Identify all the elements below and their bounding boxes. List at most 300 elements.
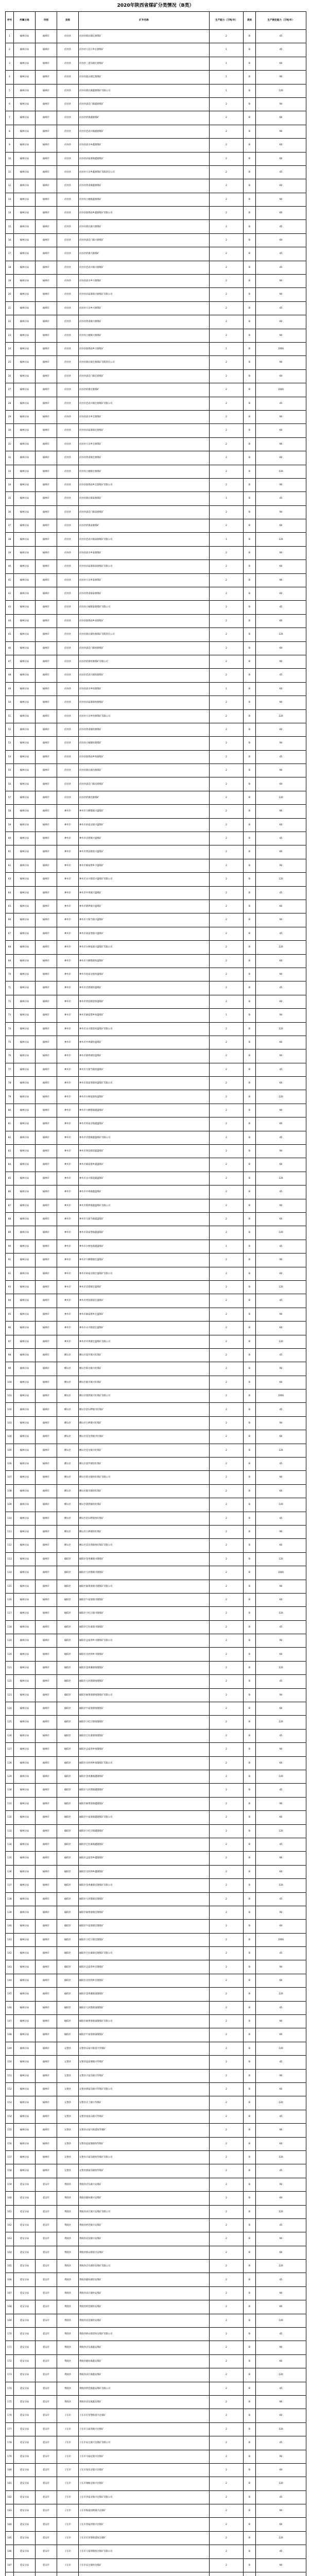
cell-mine-name: 神木市中鸡镇恒盛煤矿 (79, 1036, 210, 1049)
cell-category: B (244, 2178, 256, 2191)
cell-capacity: 2 (210, 655, 244, 668)
cell-approved-capacity: 45 (256, 1512, 306, 1525)
cell-index: 99 (6, 1362, 14, 1376)
cell-mine-name: 榆阳区牛家梁镇兴隆煤矿 (79, 1593, 210, 1606)
cell-capacity: 2 (210, 451, 244, 465)
cell-county: 黄陵县 (57, 2273, 79, 2286)
cell-capacity: 2 (210, 437, 244, 451)
cell-city: 榆林市 (36, 301, 57, 315)
cell-bureau: 榆林分局 (14, 2028, 36, 2042)
cell-category: B (244, 723, 256, 736)
cell-bureau: 延安分局 (14, 2558, 36, 2572)
cell-county: 府谷县 (57, 587, 79, 601)
cell-category: B (244, 2164, 256, 2178)
cell-capacity: 2 (210, 1525, 244, 1538)
cell-index: 100 (6, 1376, 14, 1389)
cell-category: B (244, 275, 256, 288)
cell-approved-capacity: 120 (256, 1022, 306, 1036)
table-row (6, 1280, 306, 1294)
cell-city: 延安市 (36, 2490, 57, 2504)
cell-capacity: 2 (210, 1117, 244, 1131)
cell-bureau: 榆林分局 (14, 1729, 36, 1742)
cell-county: 府谷县 (57, 247, 79, 261)
cell-bureau: 榆林分局 (14, 2042, 36, 2055)
cell-mine-name: 榆阳区巴拉素镇鑫隆煤矿 (79, 1838, 210, 1851)
cell-county: 神木市 (57, 1158, 79, 1172)
cell-category: B (244, 900, 256, 913)
cell-county: 黄陵县 (57, 2328, 79, 2341)
table-row (6, 533, 306, 546)
header-county: 县别 (57, 12, 79, 30)
cell-mine-name: 吴堡县张家山镇兴华煤矿 (79, 2110, 210, 2123)
cell-county: 榆阳区 (57, 1960, 79, 1974)
cell-category: B (244, 1362, 256, 1376)
cell-category: B (244, 356, 256, 369)
cell-approved-capacity: 90 (256, 1960, 306, 1974)
cell-city: 榆林市 (36, 275, 57, 288)
cell-approved-capacity: 60 (256, 1811, 306, 1824)
table-row (6, 1525, 306, 1538)
cell-category: B (244, 1416, 256, 1430)
cell-bureau: 榆林分局 (14, 1416, 36, 1430)
cell-category: B (244, 1552, 256, 1566)
cell-approved-capacity: 45 (256, 669, 306, 682)
table-row (6, 519, 306, 533)
cell-mine-name: 榆阳区麻黄梁镇鑫隆煤矿 (79, 1797, 210, 1810)
cell-county: 神木市 (57, 1090, 79, 1104)
cell-mine-name: 横山区赵石畔镇兴旺煤矿 (79, 1403, 210, 1416)
cell-category: B (244, 2218, 256, 2232)
cell-index: 8 (6, 125, 14, 138)
cell-city: 榆林市 (36, 1131, 57, 1144)
cell-city: 榆林市 (36, 1199, 57, 1212)
cell-index: 161 (6, 2205, 14, 2218)
cell-city: 榆林市 (36, 1620, 57, 1634)
cell-index: 86 (6, 1185, 14, 1199)
cell-city: 榆林市 (36, 1729, 57, 1742)
cell-mine-name: 榆阳区小纪汗镇鑫隆煤矿 (79, 1824, 210, 1838)
cell-approved-capacity: 45 (256, 43, 306, 57)
cell-city: 榆林市 (36, 1634, 57, 1648)
cell-mine-name: 神木市锦界镇兴盛煤矿 (79, 900, 210, 913)
cell-capacity: 2 (210, 383, 244, 397)
cell-category: B (244, 1852, 256, 1865)
cell-county: 府谷县 (57, 533, 79, 546)
table-row (6, 641, 306, 655)
cell-index: 55 (6, 764, 14, 777)
cell-county: 神木市 (57, 1077, 79, 1090)
cell-category: B (244, 2436, 256, 2450)
cell-index: 51 (6, 709, 14, 723)
cell-category: B (244, 2314, 256, 2327)
cell-city: 榆林市 (36, 1920, 57, 1933)
cell-approved-capacity: 1000 (256, 1566, 306, 1580)
cell-approved-capacity: 90 (256, 1009, 306, 1022)
table-row (6, 2518, 306, 2531)
cell-city: 榆林市 (36, 437, 57, 451)
cell-index: 187 (6, 2558, 14, 2572)
cell-capacity: 2 (210, 125, 244, 138)
cell-approved-capacity: 60 (256, 1267, 306, 1280)
cell-capacity: 2 (210, 2042, 244, 2055)
cell-index: 11 (6, 165, 14, 179)
cell-category: B (244, 709, 256, 723)
cell-capacity: 2 (210, 315, 244, 329)
cell-index: 4 (6, 71, 14, 84)
cell-capacity: 2 (210, 2218, 244, 2232)
cell-mine-name: 府谷县庙沟门镇恒源煤矿 (79, 641, 210, 655)
cell-bureau: 榆林分局 (14, 1634, 36, 1648)
cell-county: 府谷县 (57, 737, 79, 750)
table-row (6, 2354, 306, 2368)
cell-approved-capacity: 90 (256, 2395, 306, 2409)
cell-capacity: 2 (210, 1756, 244, 1770)
cell-city: 延安市 (36, 2300, 57, 2314)
cell-approved-capacity: 60 (256, 954, 306, 968)
cell-index: 75 (6, 1036, 14, 1049)
cell-category: B (244, 505, 256, 519)
cell-bureau: 榆林分局 (14, 981, 36, 995)
cell-mine-name: 横山区赵石畔镇恒旺煤矿 (79, 1512, 210, 1525)
cell-category: B (244, 1077, 256, 1090)
cell-category: B (244, 764, 256, 777)
cell-city: 榆林市 (36, 682, 57, 696)
table-row (6, 1471, 306, 1484)
cell-category: B (244, 1389, 256, 1403)
cell-bureau: 榆林分局 (14, 764, 36, 777)
cell-county: 府谷县 (57, 179, 79, 193)
cell-approved-capacity: 45 (256, 1675, 306, 1688)
cell-city: 榆林市 (36, 207, 57, 220)
cell-bureau: 榆林分局 (14, 2164, 36, 2178)
cell-bureau: 延安分局 (14, 2192, 36, 2205)
cell-category: B (244, 981, 256, 995)
cell-city: 榆林市 (36, 1226, 57, 1240)
cell-bureau: 延安分局 (14, 2382, 36, 2395)
cell-category: B (244, 1335, 256, 1348)
cell-county: 府谷县 (57, 410, 79, 423)
cell-approved-capacity: 60 (256, 424, 306, 437)
cell-bureau: 榆林分局 (14, 845, 36, 859)
cell-capacity: 2 (210, 465, 244, 478)
cell-category: B (244, 2056, 256, 2069)
cell-capacity: 2 (210, 1294, 244, 1308)
cell-county: 府谷县 (57, 709, 79, 723)
cell-category: B (244, 207, 256, 220)
cell-mine-name: 榆阳区岔河则乡恒隆煤矿有限公司 (79, 1756, 210, 1770)
cell-approved-capacity: 120 (256, 2042, 306, 2055)
cell-index: 15 (6, 220, 14, 233)
cell-capacity: 2 (210, 2056, 244, 2069)
cell-mine-name: 横山区白界镇兴旺煤矿 (79, 1416, 210, 1430)
cell-county: 榆阳区 (57, 1879, 79, 1892)
cell-county: 榆阳区 (57, 1756, 79, 1770)
cell-approved-capacity: 90 (256, 1145, 306, 1158)
cell-county (57, 2572, 79, 2576)
cell-mine-name: 子长市南沟岔镇兴达煤矿 (79, 2463, 210, 2477)
cell-category: B (244, 682, 256, 696)
cell-bureau: 榆林分局 (14, 1376, 36, 1389)
cell-category: B (244, 655, 256, 668)
cell-bureau: 榆林分局 (14, 261, 36, 274)
cell-approved-capacity: 60 (256, 1158, 306, 1172)
cell-category: B (244, 533, 256, 546)
cell-capacity: 2 (210, 777, 244, 791)
table-row (6, 2477, 306, 2490)
table-row (6, 1049, 306, 1063)
cell-mine-name: 榆阳区孟家湾乡鑫隆煤矿 (79, 1852, 210, 1865)
cell-mine-name: 神木市中鸡镇鑫盛煤矿 (79, 1185, 210, 1199)
cell-index: 94 (6, 1294, 14, 1308)
cell-category: B (244, 71, 256, 84)
cell-capacity: 2 (210, 1308, 244, 1321)
cell-capacity: 2 (210, 845, 244, 859)
cell-bureau: 榆林分局 (14, 451, 36, 465)
cell-capacity: 2 (210, 1199, 244, 1212)
cell-category: B (244, 410, 256, 423)
cell-bureau: 榆林分局 (14, 1049, 36, 1063)
cell-capacity: 2 (210, 369, 244, 383)
cell-index: 23 (6, 329, 14, 342)
cell-approved-capacity: 90 (256, 97, 306, 111)
cell-mine-name: 榆阳区小纪汗镇兴隆煤矿 (79, 1607, 210, 1620)
cell-city: 榆林市 (36, 791, 57, 804)
cell-bureau: 榆林分局 (14, 1308, 36, 1321)
cell-index: 58 (6, 805, 14, 818)
cell-category: B (244, 2395, 256, 2409)
cell-city: 榆林市 (36, 451, 57, 465)
cell-capacity: 2 (210, 2137, 244, 2150)
cell-approved-capacity: 60 (256, 1321, 306, 1335)
table-row (6, 451, 306, 465)
table-row (6, 1824, 306, 1838)
cell-category: B (244, 1253, 256, 1267)
cell-category: B (244, 1865, 256, 1878)
cell-county: 吴堡县 (57, 2137, 79, 2150)
cell-bureau: 榆林分局 (14, 1512, 36, 1525)
cell-county: 府谷县 (57, 125, 79, 138)
cell-category: B (244, 1688, 256, 1702)
cell-county: 神木市 (57, 1131, 79, 1144)
cell-mine-name: 榆阳区牛家梁镇鑫隆煤矿有限公司 (79, 1811, 210, 1824)
cell-approved-capacity: 45 (256, 1784, 306, 1797)
cell-county: 神木市 (57, 913, 79, 927)
cell-bureau: 榆林分局 (14, 859, 36, 872)
cell-index: 153 (6, 2096, 14, 2110)
cell-mine-name: 榆阳区岔河则乡兴隆煤矿 (79, 1648, 210, 1661)
cell-bureau: 榆林分局 (14, 1824, 36, 1838)
cell-index: 25 (6, 356, 14, 369)
cell-capacity: 2 (210, 1607, 244, 1620)
cell-city: 榆林市 (36, 1104, 57, 1117)
table-row (6, 791, 306, 804)
cell-category: B (244, 845, 256, 859)
cell-capacity: 2 (210, 519, 244, 533)
cell-capacity: 2 (210, 2463, 244, 2477)
table-row (6, 301, 306, 315)
cell-city: 榆林市 (36, 356, 57, 369)
cell-category: B (244, 2273, 256, 2286)
cell-index: 165 (6, 2260, 14, 2273)
cell-capacity: 2 (210, 1906, 244, 1919)
table-row (6, 57, 306, 70)
cell-category: B (244, 2300, 256, 2314)
cell-approved-capacity: 60 (256, 1974, 306, 1987)
cell-mine-name: 府谷县清水乡宏源煤矿 (79, 410, 210, 423)
cell-index: 35 (6, 492, 14, 505)
cell-city: 榆林市 (36, 2015, 57, 2028)
table-row (6, 696, 306, 709)
cell-city: 榆林市 (36, 2110, 57, 2123)
cell-mine-name: 黄陵县桥山街道兴安煤矿 (79, 2246, 210, 2259)
table-row (6, 845, 306, 859)
cell-approved-capacity: 90 (256, 329, 306, 342)
cell-city: 榆林市 (36, 2001, 57, 2014)
cell-mine-name: 黄陵县隆坊镇兴安煤矿 (79, 2192, 210, 2205)
cell-approved-capacity: 1000 (256, 342, 306, 355)
cell-bureau: 榆林分局 (14, 71, 36, 84)
cell-mine-name: 府谷县田家寨镇恒源煤矿 (79, 696, 210, 709)
cell-index: 135 (6, 1852, 14, 1865)
cell-city: 榆林市 (36, 424, 57, 437)
table-row (6, 152, 306, 165)
table-row (6, 329, 306, 342)
cell-county: 府谷县 (57, 301, 79, 315)
cell-approved-capacity: 120 (256, 709, 306, 723)
table-row (6, 1077, 306, 1090)
table-row (6, 2260, 306, 2273)
cell-capacity: 2 (210, 2368, 244, 2382)
cell-category: B (244, 519, 256, 533)
table-row (6, 1702, 306, 1716)
cell-capacity: 2 (210, 1335, 244, 1348)
cell-mine-name: 榆阳区金鸡滩镇兴隆煤矿 (79, 1552, 210, 1566)
cell-capacity: 2 (210, 1797, 244, 1810)
table-row (6, 1458, 306, 1471)
cell-bureau: 榆林分局 (14, 397, 36, 410)
cell-capacity: 2 (210, 1131, 244, 1144)
cell-category (244, 2572, 256, 2576)
cell-city: 延安市 (36, 2314, 57, 2327)
table-row (6, 2558, 306, 2572)
cell-approved-capacity: 90 (256, 2504, 306, 2518)
cell-county: 神木市 (57, 968, 79, 981)
cell-mine-name: 子长市李家岔镇兴达煤矿有限公司 (79, 2490, 210, 2504)
cell-city: 榆林市 (36, 1253, 57, 1267)
cell-index: 150 (6, 2056, 14, 2069)
cell-approved-capacity: 45 (256, 886, 306, 900)
cell-approved-capacity: 60 (256, 2082, 306, 2096)
cell-category: B (244, 1566, 256, 1580)
cell-approved-capacity: 60 (256, 1756, 306, 1770)
cell-bureau: 榆林分局 (14, 1090, 36, 1104)
cell-county: 榆阳区 (57, 1933, 79, 1946)
cell-capacity: 2 (210, 1362, 244, 1376)
cell-city: 榆林市 (36, 329, 57, 342)
cell-county: 榆阳区 (57, 1988, 79, 2001)
cell-county: 吴堡县 (57, 2069, 79, 2082)
cell-mine-name: 府谷县哈镇兴源煤矿 (79, 247, 210, 261)
cell-approved-capacity: 120 (256, 1716, 306, 1729)
cell-city: 延安市 (36, 2232, 57, 2246)
cell-index: 81 (6, 1117, 14, 1131)
document-title: 2020年陕西省煤矿分类情况（B类） (117, 3, 194, 8)
table-row (6, 1988, 306, 2001)
cell-capacity: 2 (210, 1212, 244, 1226)
cell-category: B (244, 587, 256, 601)
cell-index: 155 (6, 2124, 14, 2137)
cell-approved-capacity: 60 (256, 777, 306, 791)
cell-bureau: 榆林分局 (14, 43, 36, 57)
cell-index: 93 (6, 1280, 14, 1294)
table-row (6, 2545, 306, 2558)
cell-index: 168 (6, 2300, 14, 2314)
cell-city: 榆林市 (36, 1593, 57, 1606)
cell-county: 府谷县 (57, 261, 79, 274)
cell-mine-name: 府谷县清水乡鑫源煤矿 (79, 139, 210, 152)
table-row (6, 573, 306, 587)
cell-category: B (244, 193, 256, 206)
cell-category: B (244, 913, 256, 927)
cell-approved-capacity: 90 (256, 1580, 306, 1593)
cell-approved-capacity: 45 (256, 1131, 306, 1144)
cell-mine-name: 神木市永兴街道兴盛煤矿有限公司 (79, 873, 210, 886)
cell-approved-capacity: 120 (256, 2368, 306, 2382)
cell-index: 180 (6, 2463, 14, 2477)
table-row (6, 207, 306, 220)
cell-approved-capacity: 45 (256, 750, 306, 764)
cell-approved-capacity: 120 (256, 465, 306, 478)
cell-index: 40 (6, 560, 14, 573)
cell-mine-name: 榆阳区小纪汗镇宏隆煤矿 (79, 1933, 210, 1946)
cell-capacity: 2 (210, 913, 244, 927)
cell-bureau: 榆林分局 (14, 1430, 36, 1444)
table-row (6, 1784, 306, 1797)
cell-county: 横山区 (57, 1389, 79, 1403)
cell-index: 104 (6, 1430, 14, 1444)
cell-category: B (244, 1063, 256, 1076)
cell-county: 黄陵县 (57, 2178, 79, 2191)
cell-city: 榆林市 (36, 1566, 57, 1580)
cell-category: B (244, 1580, 256, 1593)
cell-capacity: 1 (210, 342, 244, 355)
table-row (6, 2137, 306, 2150)
table-row (6, 2395, 306, 2409)
cell-category: B (244, 1784, 256, 1797)
cell-mine-name: 榆阳区金鸡滩镇泰隆煤矿 (79, 1988, 210, 2001)
cell-bureau: 榆林分局 (14, 614, 36, 628)
cell-city: 榆林市 (36, 1797, 57, 1810)
table-row (6, 587, 306, 601)
cell-bureau: 榆林分局 (14, 1172, 36, 1185)
table-row (6, 1036, 306, 1049)
cell-city: 延安市 (36, 2450, 57, 2463)
table-row (6, 1199, 306, 1212)
table-row (6, 1403, 306, 1416)
cell-mine-name: 横山区塔湾镇兴旺煤矿有限公司 (79, 1389, 210, 1403)
cell-mine-name: 神木市锦界镇恒盛煤矿 (79, 1049, 210, 1063)
cell-county: 黄陵县 (57, 2314, 79, 2327)
cell-bureau: 延安分局 (14, 2531, 36, 2545)
cell-bureau: 榆林分局 (14, 410, 36, 423)
cell-mine-name: 府谷县老高川镇宏源煤矿有限公司 (79, 397, 210, 410)
cell-capacity: 2 (210, 1988, 244, 2001)
cell-county: 榆阳区 (57, 1784, 79, 1797)
table-row (6, 1879, 306, 1892)
cell-mine-name: 府谷县大岔乡兴源煤矿 (79, 301, 210, 315)
table-row (6, 275, 306, 288)
cell-county: 府谷县 (57, 777, 79, 791)
